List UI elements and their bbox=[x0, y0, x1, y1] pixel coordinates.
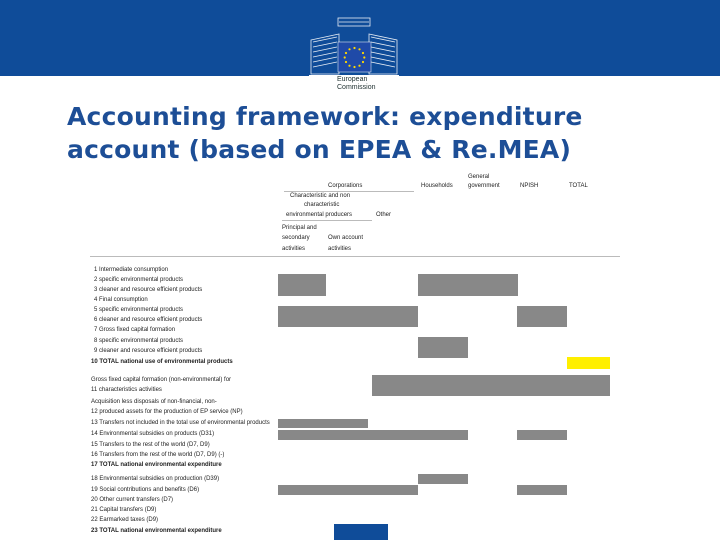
header-rule bbox=[90, 256, 620, 257]
shaded-cell bbox=[418, 337, 468, 358]
table-row-21: 21 Capital transfers (D9) bbox=[91, 507, 157, 513]
table-row-18: 18 Environmental subsidies on production (D39) bbox=[91, 476, 220, 482]
header-own-1: Own account bbox=[328, 235, 364, 241]
logo-line-2: Commission bbox=[337, 84, 376, 91]
table-row-23: 23 TOTAL national environmental expenditure bbox=[91, 528, 222, 534]
table-row-2: 2 specific environmental products bbox=[94, 277, 184, 283]
title-line-1: Accounting framework: expenditure bbox=[67, 102, 583, 131]
table-row-14: 14 Environmental subsidies on products (D31) bbox=[91, 431, 215, 437]
title-line-2: account (based on EPEA & Re.MEA) bbox=[67, 135, 572, 164]
header-principal-2: secondary bbox=[282, 235, 310, 241]
header-own-2: activities bbox=[328, 246, 352, 252]
header-char-2: characteristic bbox=[304, 202, 340, 208]
table-row-16: 16 Transfers from the rest of the world (D7, D9) (-) bbox=[91, 452, 225, 458]
table-row-1: 1 Intermediate consumption bbox=[94, 267, 169, 273]
table-row-6: 6 cleaner and resource efficient products bbox=[94, 317, 203, 323]
logo-caption bbox=[337, 76, 376, 92]
shaded-cell bbox=[278, 306, 418, 327]
table-row-4: 4 Final consumption bbox=[94, 297, 148, 303]
header-underline bbox=[284, 191, 414, 192]
shaded-cell bbox=[418, 274, 518, 296]
highlighted-total-cell bbox=[567, 357, 610, 369]
table-row-12a: Acquisition less disposals of non-financial, non- bbox=[91, 399, 217, 405]
shaded-cell bbox=[278, 419, 368, 428]
table-row-5: 5 specific environmental products bbox=[94, 307, 184, 313]
shaded-cell bbox=[278, 274, 326, 296]
shaded-cell bbox=[517, 485, 567, 495]
header-total: TOTAL bbox=[569, 183, 588, 189]
table-row-20: 20 Other current transfers (D7) bbox=[91, 497, 174, 503]
table-row-9: 9 cleaner and resource efficient products bbox=[94, 348, 203, 354]
header-principal-1: Principal and bbox=[282, 225, 317, 231]
table-row-22: 22 Earmarked taxes (D9) bbox=[91, 517, 159, 523]
logo-line-1: European bbox=[337, 76, 368, 83]
header-char-1: Characteristic and non bbox=[290, 193, 351, 199]
header-char-3: environmental producers bbox=[286, 212, 353, 218]
header-households: Households bbox=[421, 183, 453, 189]
table-row-3: 3 cleaner and resource efficient products bbox=[94, 287, 203, 293]
table-row-12: 12 produced assets for the production of EP service (NP) bbox=[91, 409, 243, 415]
header-government: government bbox=[468, 183, 500, 189]
header-principal-3: activities bbox=[282, 246, 306, 252]
table-row-19: 19 Social contributions and benefits (D6) bbox=[91, 487, 200, 493]
footer-blue-block bbox=[334, 524, 388, 540]
table-row-17: 17 TOTAL national environmental expenditure bbox=[91, 462, 222, 468]
header-general: General bbox=[468, 174, 490, 180]
shaded-cell bbox=[278, 485, 418, 495]
page-title bbox=[67, 100, 687, 166]
shaded-cell bbox=[278, 430, 468, 440]
header-other: Other bbox=[376, 212, 392, 218]
shaded-cell bbox=[517, 430, 567, 440]
table-row-7: 7 Gross fixed capital formation bbox=[94, 327, 176, 333]
header-npish: NPISH bbox=[520, 183, 539, 189]
table-row-11: 11 characteristics activities bbox=[91, 387, 162, 393]
shaded-cell bbox=[372, 375, 610, 396]
shaded-cell bbox=[517, 306, 567, 327]
table-row-13: 13 Transfers not included in the total use of environmental products bbox=[91, 420, 270, 426]
header-corporations: Corporations bbox=[328, 183, 363, 189]
table-row-11a: Gross fixed capital formation (non-environmental) for bbox=[91, 377, 232, 383]
table-row-15: 15 Transfers to the rest of the world (D7, D9) bbox=[91, 442, 210, 448]
shaded-cell bbox=[418, 474, 468, 484]
table-row-8: 8 specific environmental products bbox=[94, 338, 184, 344]
table-row-10: 10 TOTAL national use of environmental products bbox=[91, 359, 233, 365]
header-underline-2 bbox=[282, 220, 372, 221]
